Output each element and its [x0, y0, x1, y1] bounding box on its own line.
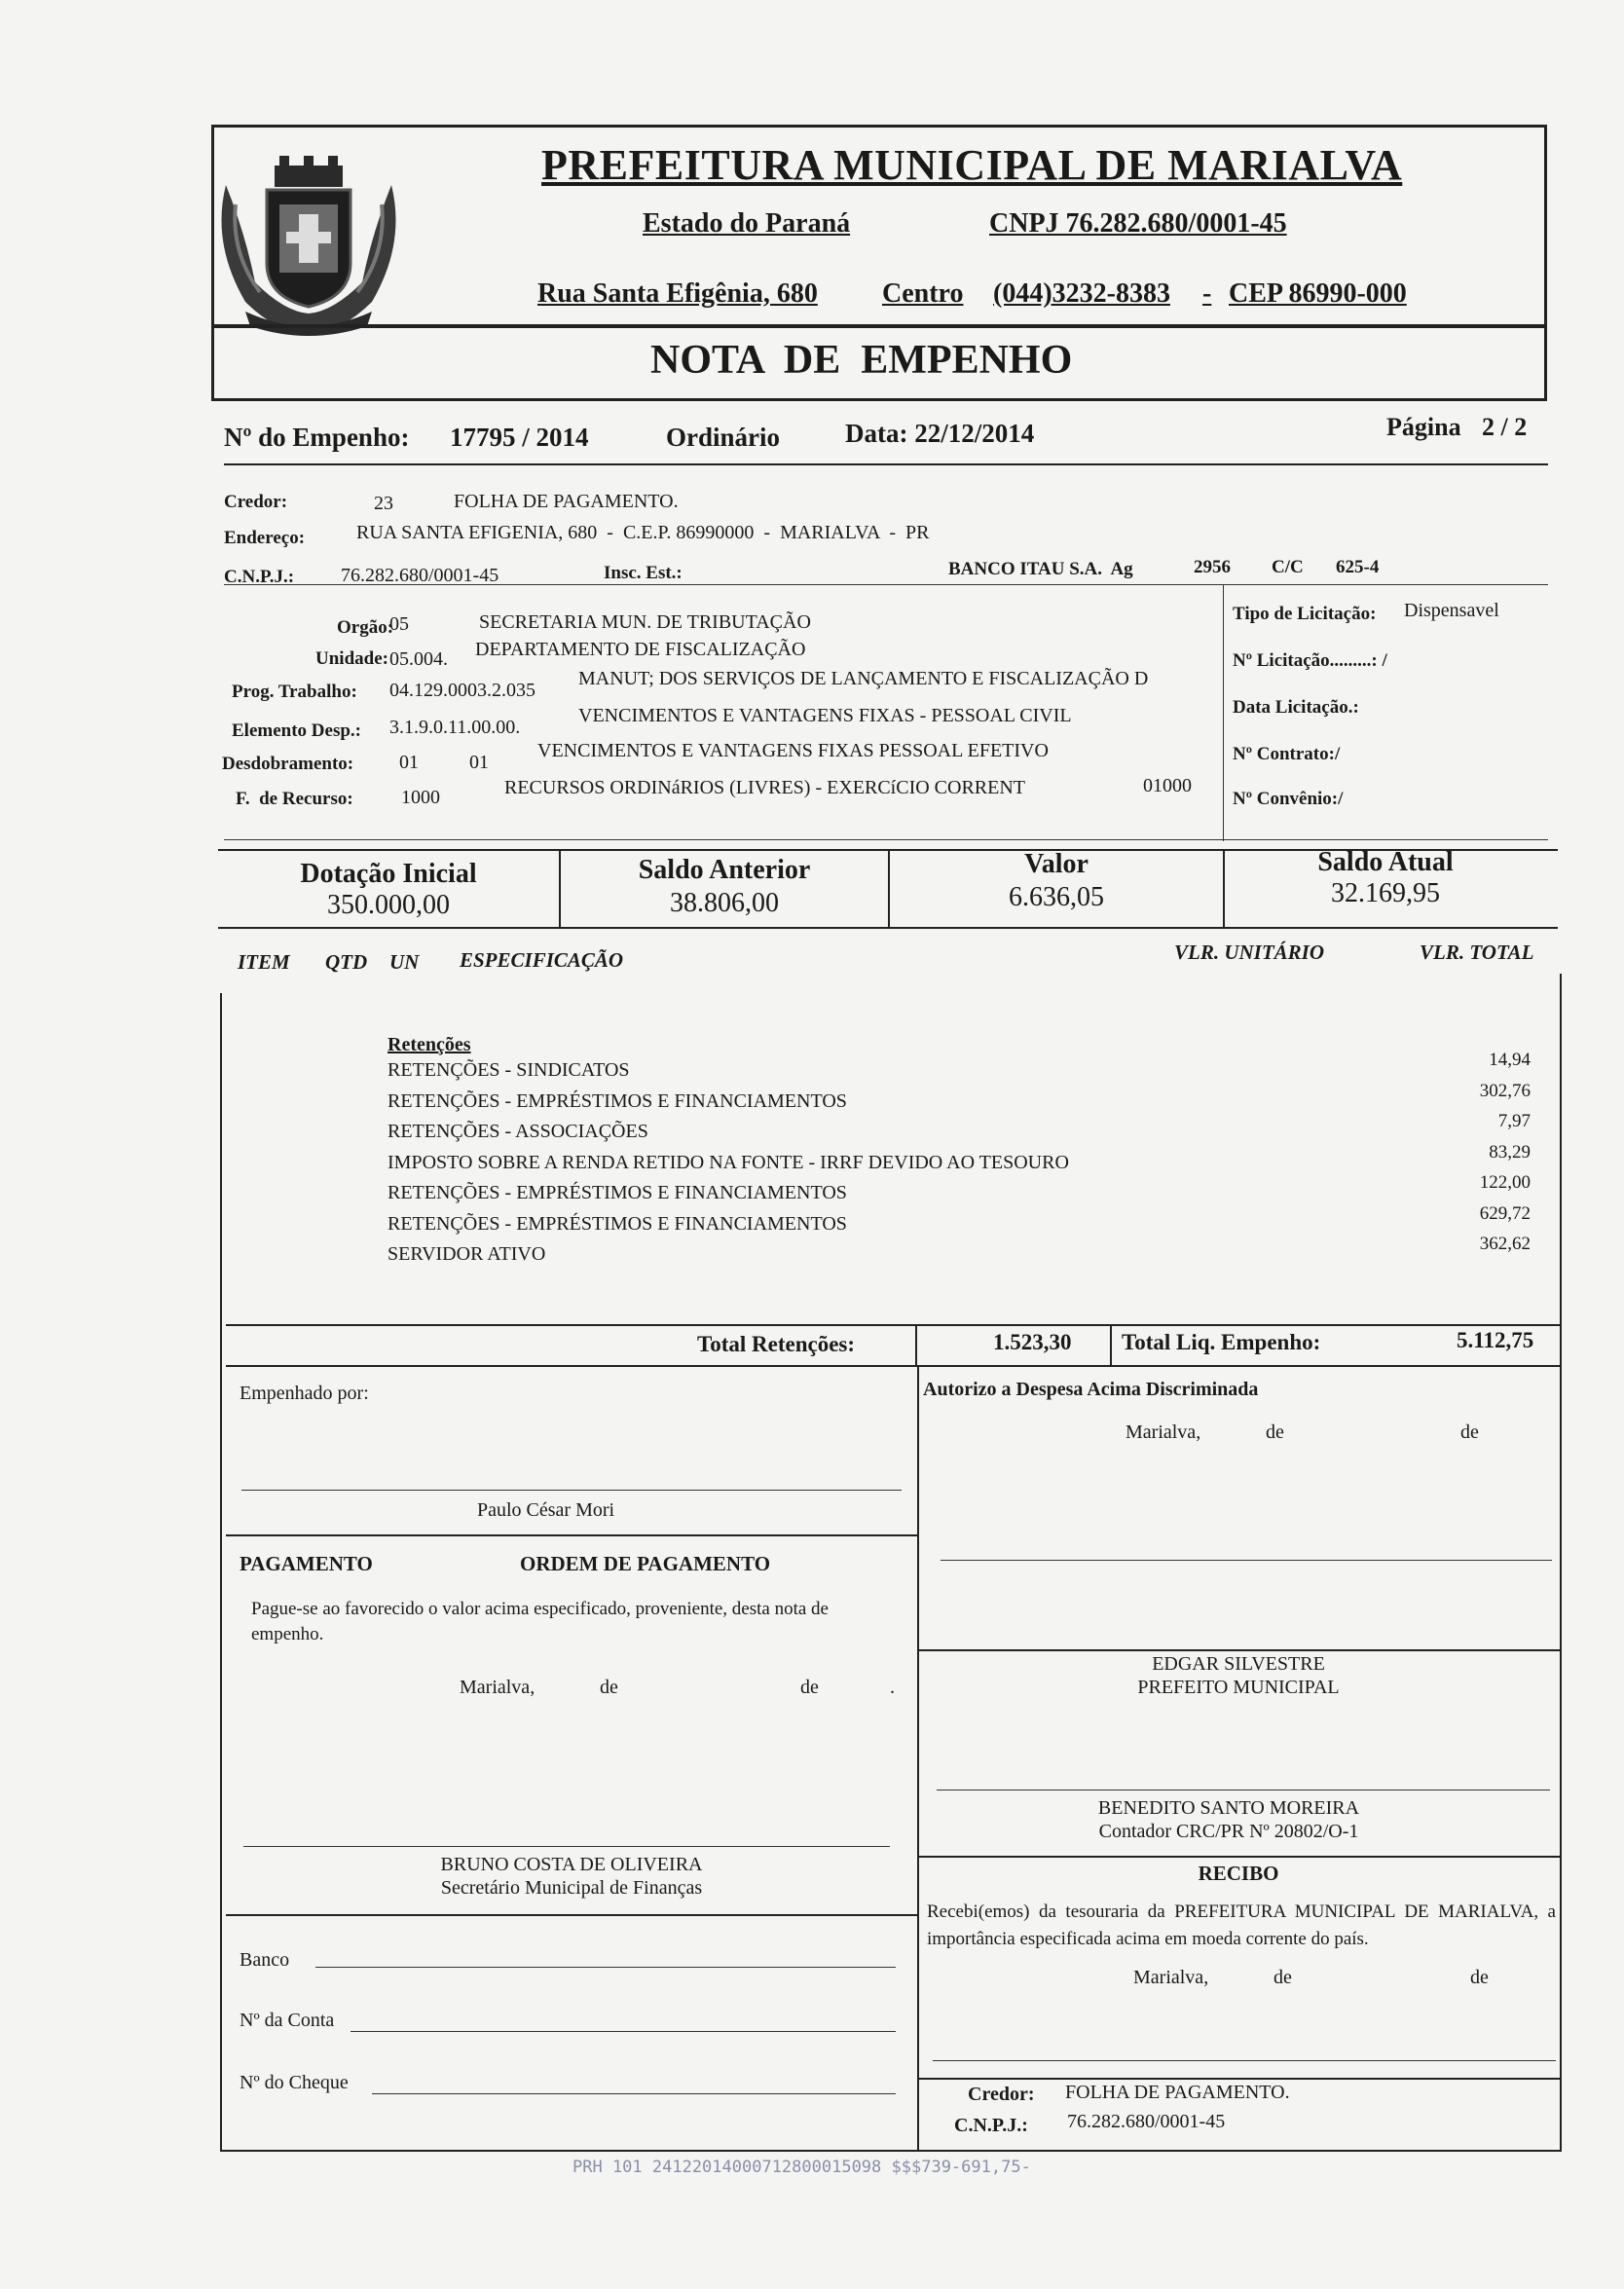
pagamento-dot: . [890, 1677, 895, 1698]
autorizo-text: Autorizo a Despesa Acima Discriminada [923, 1379, 1259, 1400]
saldo-anterior-label: Saldo Anterior [638, 855, 811, 885]
retencao-desc: IMPOSTO SOBRE A RENDA RETIDO NA FONTE - IRRF DEVIDO AO TESOURO [388, 1151, 1069, 1173]
credor-divider [224, 584, 1548, 585]
recibo-de-2: de [1470, 1967, 1489, 1988]
recurso-desc: RECURSOS ORDINáRIOS (LIVRES) - EXERCíCIO CORRENT [504, 777, 1026, 798]
desdobramento-desc: VENCIMENTOS E VANTAGENS FIXAS PESSOAL EFETIVO [537, 740, 1049, 761]
cheque-field-line [372, 2093, 896, 2094]
prefeito-signature-line [937, 1790, 1550, 1791]
col-total-value: VLR. TOTAL [1420, 941, 1534, 964]
balances-bottom-line [218, 927, 1558, 929]
elemento-label: Elemento Desp.: [232, 720, 361, 741]
autorizo-bottom-line [917, 1649, 1560, 1651]
header-separator: - [1202, 278, 1212, 309]
banco-label: Banco [240, 1949, 290, 1971]
retencao-desc: RETENÇÕES - ASSOCIAÇÕES [388, 1121, 648, 1142]
pagamento-de-2: de [800, 1677, 819, 1698]
page-number: 2 / 2 [1482, 413, 1528, 441]
retencao-value: 122,00 [1479, 1172, 1531, 1193]
conta-label: Nº da Conta [240, 2010, 335, 2031]
secretario-signature-line [243, 1846, 890, 1847]
retencao-value: 629,72 [1479, 1202, 1531, 1224]
footer-middle-border [917, 1365, 919, 2152]
credor-code: 23 [374, 493, 393, 514]
contador-name: BENEDITO SANTO MOREIRA [1097, 1797, 1360, 1819]
page-label: Página [1386, 413, 1461, 441]
orgao-desc: SECRETARIA MUN. DE TRIBUTAÇÃO [479, 611, 811, 633]
saldo-atual-label: Saldo Atual [1317, 847, 1454, 877]
retencao-value: 7,97 [1497, 1111, 1531, 1131]
retencoes-title: Retenções [388, 1034, 471, 1055]
footer-cnpj-label: C.N.P.J.: [954, 2115, 1028, 2136]
desdobramento-a: 01 [399, 752, 419, 773]
data-licitacao-label: Data Licitação.: [1233, 697, 1359, 718]
cnpj-label: C.N.P.J.: [224, 567, 295, 587]
page-title: PREFEITURA MUNICIPAL DE MARIALVA [541, 141, 1403, 189]
prefeito-name: EDGAR SILVESTRE [1152, 1653, 1325, 1675]
total-retencoes-value: 1.523,30 [993, 1330, 1072, 1354]
footer-bottom-line [220, 2150, 1562, 2152]
tipo-licitacao-label: Tipo de Licitação: [1233, 604, 1377, 624]
totals-divider-1 [915, 1324, 917, 1365]
desdobramento-label: Desdobramento: [222, 754, 354, 774]
autorizo-de-1: de [1266, 1421, 1284, 1443]
total-retencoes-label: Total Retenções: [697, 1332, 856, 1356]
recibo-de-1: de [1273, 1967, 1292, 1988]
total-liquido-label: Total Liq. Empenho: [1122, 1330, 1321, 1354]
retencao-value: 302,76 [1479, 1080, 1531, 1101]
col-qtd: QTD [325, 950, 368, 974]
footer-credor-label: Credor: [968, 2084, 1035, 2105]
prog-label: Prog. Trabalho: [232, 682, 357, 702]
header-street: Rua Santa Efigênia, 680 [537, 278, 818, 309]
cheque-label: Nº do Cheque [240, 2072, 349, 2093]
pague-se-text: Pague-se ao favorecido o valor acima especificado, proveniente, desta nota de empenho. [251, 1599, 829, 1644]
retencao-desc: RETENÇÕES - EMPRÉSTIMOS E FINANCIAMENTOS [388, 1182, 847, 1203]
retencao-desc: RETENÇÕES - EMPRÉSTIMOS E FINANCIAMENTOS [388, 1212, 847, 1235]
items-right-border [1560, 974, 1562, 2152]
valor-label: Valor [1024, 849, 1089, 879]
recurso-extra: 01000 [1143, 775, 1192, 796]
empenhado-bottom-line [226, 1534, 917, 1536]
recibo-bottom-line [917, 2078, 1560, 2080]
autorizo-de-2: de [1460, 1421, 1479, 1443]
empenho-number-label: Nº do Empenho: [224, 423, 410, 452]
empenhado-name: Paulo César Mori [477, 1499, 615, 1521]
empenho-number: 17795 / 2014 [450, 423, 589, 452]
credor-name: FOLHA DE PAGAMENTO. [454, 491, 679, 512]
footer-cnpj-value: 76.282.680/0001-45 [1067, 2111, 1226, 2132]
dotacao-label: Dotação Inicial [300, 859, 477, 889]
insc-est-label: Insc. Est.: [604, 563, 683, 583]
pagamento-title: PAGAMENTO [240, 1552, 373, 1575]
unidade-desc: DEPARTAMENTO DE FISCALIZAÇÃO [475, 639, 806, 660]
prog-desc: MANUT; DOS SERVIÇOS DE LANÇAMENTO E FISCALIZAÇÃO D [578, 668, 1149, 689]
recibo-place: Marialva, [1133, 1967, 1209, 1988]
totals-top-line [226, 1324, 1560, 1326]
header-district: Centro [882, 278, 964, 309]
contrato-label: Nº Contrato:/ [1233, 744, 1341, 764]
bank-agency: 2956 [1194, 557, 1231, 577]
state-name: Estado do Paraná [643, 208, 851, 239]
saldo-atual-value: 32.169,95 [1331, 878, 1440, 908]
address-value: RUA SANTA EFIGENIA, 680 - C.E.P. 86990000 - MARIALVA - PR [356, 522, 930, 543]
empenhado-label: Empenhado por: [240, 1383, 369, 1404]
recibo-text: Recebi(emos) da tesouraria da PREFEITURA MUNICIPAL DE MARIALVA, a importância especificada acima em moeda corrente do país. [927, 1901, 1556, 1949]
saldo-anterior-value: 38.806,00 [670, 888, 779, 918]
recurso-label: F. de Recurso: [236, 789, 353, 809]
orgao-label: Orgão: [337, 617, 394, 638]
convenio-label: Nº Convênio:/ [1233, 789, 1344, 809]
conta-field-line [351, 2031, 896, 2032]
pagamento-de-1: de [600, 1677, 618, 1698]
pagamento-place: Marialva, [460, 1677, 535, 1698]
budget-divider [224, 839, 1548, 840]
empenhado-signature-line [241, 1490, 902, 1491]
retencao-desc: RETENÇÕES - EMPRÉSTIMOS E FINANCIAMENTOS [388, 1089, 847, 1112]
empenho-divider [224, 463, 1548, 465]
cc-label: C/C [1272, 557, 1304, 577]
prefeito-title: PREFEITO MUNICIPAL [1137, 1677, 1340, 1698]
budget-vertical-divider [1223, 584, 1224, 841]
elemento-code: 3.1.9.0.11.00.00. [389, 717, 521, 738]
recibo-signature-line [933, 2060, 1556, 2061]
col-un: UN [389, 950, 420, 974]
cc-value: 625-4 [1336, 557, 1380, 577]
pagamento-bottom-line [226, 1914, 917, 1916]
col-item: ITEM [238, 950, 290, 974]
col-spec: ESPECIFICAÇÃO [460, 948, 624, 972]
desdobramento-b: 01 [469, 752, 489, 773]
contador-title: Contador CRC/PR Nº 20802/O-1 [1098, 1821, 1359, 1842]
secretario-name: BRUNO COSTA DE OLIVEIRA [440, 1854, 703, 1875]
dotacao-value: 350.000,00 [327, 890, 450, 920]
valor-value: 6.636,05 [1009, 882, 1104, 912]
secretario-title: Secretário Municipal de Finanças [440, 1877, 703, 1899]
header-cnpj: CNPJ 76.282.680/0001-45 [989, 208, 1287, 239]
bottom-print-code: PRH 101 24122014000712800015098 $$$739-691,75- [572, 2158, 1031, 2177]
prog-code: 04.129.0003.2.035 [389, 680, 535, 701]
bank-name: BANCO ITAU S.A. Ag [948, 559, 1133, 579]
totals-divider-2 [1110, 1324, 1112, 1365]
items-left-border [220, 993, 222, 2152]
elemento-desc: VENCIMENTOS E VANTAGENS FIXAS - PESSOAL CIVIL [578, 705, 1072, 726]
recurso-code: 1000 [401, 787, 440, 808]
tipo-licitacao-value: Dispensavel [1404, 600, 1499, 621]
unidade-code: 05.004. [389, 648, 448, 670]
licitacao-number: Nº Licitação.........: / [1233, 650, 1387, 671]
autorizo-place: Marialva, [1126, 1421, 1201, 1443]
recibo-title: RECIBO [1198, 1862, 1279, 1885]
credor-label: Credor: [224, 492, 288, 512]
autorizo-signature-line [941, 1560, 1552, 1561]
col-unit-value: VLR. UNITÁRIO [1174, 941, 1325, 964]
retencao-value: 362,62 [1479, 1234, 1531, 1254]
header-cep: CEP 86990-000 [1229, 278, 1407, 309]
cnpj-value: 76.282.680/0001-45 [341, 565, 499, 586]
header-phone: (044)3232-8383 [993, 278, 1170, 309]
document-title: NOTA DE EMPENHO [650, 338, 1073, 383]
retencao-value: 83,29 [1489, 1141, 1531, 1163]
ordem-pagamento-title: ORDEM DE PAGAMENTO [520, 1552, 771, 1575]
orgao-code: 05 [389, 613, 409, 635]
retencao-desc: RETENÇÕES - SINDICATOS [388, 1059, 630, 1081]
contador-bottom-line [917, 1856, 1560, 1858]
unidade-label: Unidade: [315, 648, 388, 669]
retencao-desc: SERVIDOR ATIVO [388, 1243, 546, 1265]
empenho-type: Ordinário [666, 423, 781, 452]
empenho-date: Data: 22/12/2014 [845, 419, 1035, 448]
address-label: Endereço: [224, 528, 306, 548]
retencao-value: 14,94 [1489, 1050, 1531, 1070]
totals-bottom-line [226, 1365, 1560, 1367]
total-liquido-value: 5.112,75 [1457, 1328, 1534, 1352]
footer-credor-value: FOLHA DE PAGAMENTO. [1065, 2082, 1290, 2103]
banco-field-line [315, 1967, 896, 1968]
